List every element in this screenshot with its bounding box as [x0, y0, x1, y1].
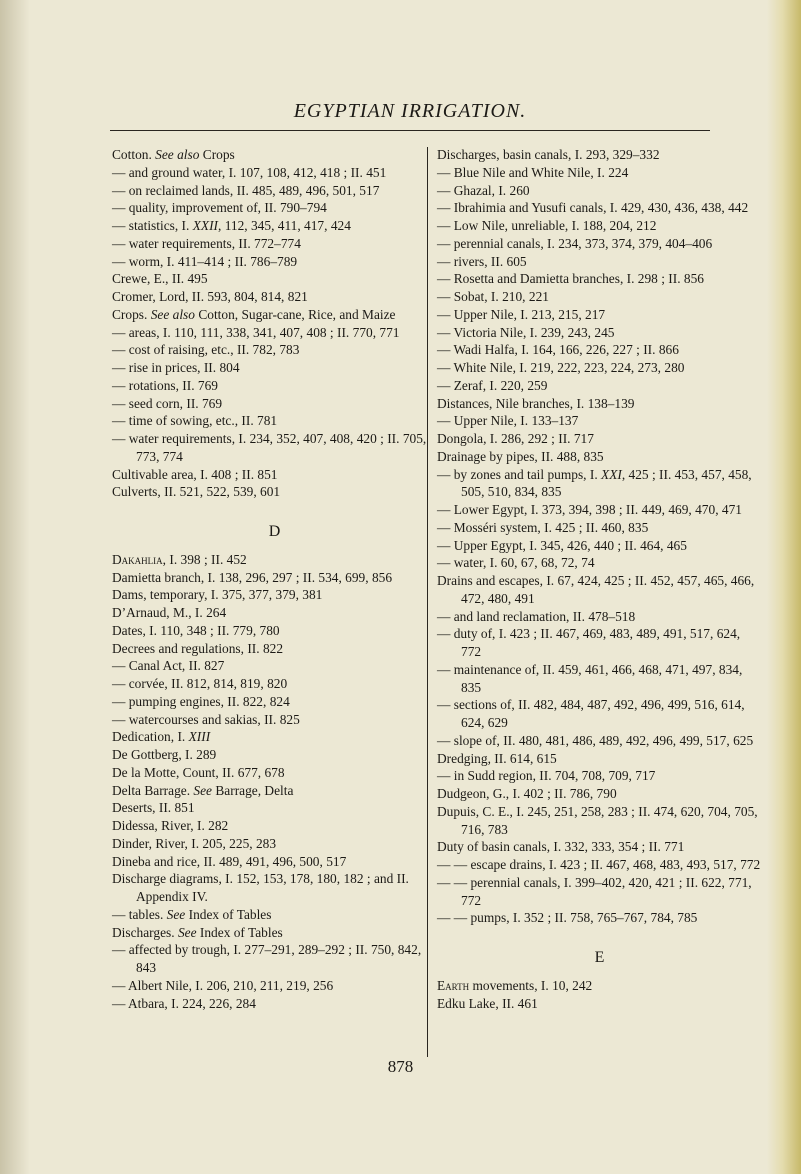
entry-text: Distances, Nile branches, I. 138–139	[437, 395, 635, 411]
entry-text: Cotton, Sugar-cane, Rice, and Maize	[194, 306, 396, 322]
entry-text: — Sobat, I. 210, 221	[437, 289, 549, 304]
index-entry	[437, 270, 762, 288]
index-entry	[112, 977, 437, 995]
index-entry	[437, 732, 762, 750]
entry-text: — Wadi Halfa, I. 164, 166, 226, 227 ; II. 866	[437, 342, 679, 358]
index-entry	[437, 803, 762, 839]
entry-italic: XXII	[192, 218, 218, 233]
entry-text: Culverts, II. 521, 522, 539, 601	[112, 484, 281, 500]
entry-text: — pumping engines, II. 822, 824	[112, 693, 290, 709]
entry-text: — perennial canals, I. 234, 373, 374, 379, 404–406	[437, 235, 713, 251]
index-entry	[437, 696, 762, 732]
entry-text: , 425 ; II. 453, 457, 458, 505, 510, 834, 835	[461, 466, 752, 500]
entry-text: Decrees and regulations, II. 822	[112, 640, 284, 656]
index-entry	[112, 924, 437, 942]
entry-text: — on reclaimed lands, II. 485, 489, 496, 501, 517	[112, 182, 380, 198]
index-entry	[112, 995, 437, 1013]
entry-text: — rotations, II. 769	[112, 377, 218, 393]
index-entry	[112, 395, 437, 413]
entry-text: — and land reclamation, II. 478–518	[437, 608, 636, 624]
entry-text: De la Motte, Count, II. 677, 678	[112, 764, 285, 780]
entry-text: Crewe, E., II. 495	[112, 271, 208, 287]
entry-text: Cultivable area, I. 408 ; II. 851	[112, 466, 278, 482]
entry-text: — time of sowing, etc., II. 781	[112, 413, 278, 429]
entry-text: — by zones and tail pumps, I.	[437, 466, 602, 482]
entry-text: Dams, temporary, I. 375, 377, 379, 381	[112, 587, 323, 603]
index-entry	[437, 324, 762, 342]
entry-text: Index of Tables	[185, 906, 272, 922]
entry-italic: XXI	[601, 466, 622, 482]
index-entry	[437, 767, 762, 785]
index-entry	[112, 288, 437, 306]
index-entry	[112, 853, 437, 871]
entry-text: — — escape drains, I. 423 ; II. 467, 468, 483, 493, 517, 772	[437, 857, 761, 872]
index-entry	[437, 217, 762, 235]
entry-italic: See also	[155, 147, 200, 162]
index-entry	[112, 569, 437, 587]
index-entry	[112, 622, 437, 640]
entry-text: Cotton.	[112, 147, 156, 162]
index-entry	[437, 608, 762, 626]
entry-text: Didessa, River, I. 282	[112, 818, 229, 833]
entry-text: — maintenance of, II. 459, 461, 466, 468, 471, 497, 834, 835	[437, 661, 743, 695]
index-entry	[112, 412, 437, 430]
index-entry	[112, 817, 437, 835]
index-entry	[112, 217, 437, 235]
section-letter	[112, 523, 437, 541]
index-entry	[112, 253, 437, 271]
entry-text: — Low Nile, unreliable, I. 188, 204, 212	[437, 218, 657, 233]
index-entry	[437, 466, 762, 502]
index-entry	[112, 359, 437, 377]
index-entry	[112, 199, 437, 217]
index-entry	[112, 870, 437, 906]
entry-text: — White Nile, I. 219, 222, 223, 224, 273, 280	[437, 360, 685, 375]
entry-text: — Victoria Nile, I. 239, 243, 245	[437, 324, 615, 340]
index-entry	[437, 412, 762, 430]
entry-text: — in Sudd region, II. 704, 708, 709, 717	[437, 768, 656, 784]
entry-text: — Upper Nile, I. 213, 215, 217	[437, 306, 606, 322]
entry-text: Dupuis, C. E., I. 245, 251, 258, 283 ; II. 474, 620, 704, 705, 716, 783	[437, 803, 758, 837]
entry-italic: See	[177, 924, 197, 940]
entry-text: — tables.	[112, 906, 167, 922]
index-entry	[112, 657, 437, 675]
entry-text: — — perennial canals, I. 399–402, 420, 421 ; II. 622, 771, 772	[437, 874, 752, 908]
index-entry	[437, 874, 762, 910]
entry-text: — water requirements, I. 234, 352, 407, 408, 420 ; II. 705, 773, 774	[112, 431, 427, 464]
entry-text: — rise in prices, II. 804	[112, 360, 240, 375]
entry-text: — Mosséri system, I. 425 ; II. 460, 835	[437, 519, 649, 535]
entry-italic: See	[193, 782, 213, 798]
index-entry	[112, 377, 437, 395]
entry-text: Delta Barrage.	[112, 782, 194, 798]
entry-italic: See	[166, 906, 186, 922]
entry-text: — — pumps, I. 352 ; II. 758, 765–767, 784, 785	[437, 910, 698, 926]
entry-text: — slope of, II. 480, 481, 486, 489, 492, 496, 499, 517, 625	[437, 732, 754, 748]
page-edge-left	[0, 0, 30, 1174]
entry-text: — Albert Nile, I. 206, 210, 211, 219, 256	[112, 977, 334, 993]
entry-text: Damietta branch, I. 138, 296, 297 ; II. 534, 699, 856	[112, 569, 393, 585]
entry-headword: Dakahlia	[112, 551, 163, 567]
index-entry	[112, 164, 437, 182]
index-entry	[112, 324, 437, 342]
entry-text: Dates, I. 110, 348 ; II. 779, 780	[112, 622, 280, 638]
index-entry	[437, 377, 762, 395]
entry-text: De Gottberg, I. 289	[112, 747, 217, 762]
index-entry	[112, 906, 437, 924]
entry-text: Discharges, basin canals, I. 293, 329–332	[437, 147, 660, 162]
index-entry	[437, 625, 762, 661]
entry-text: — quality, improvement of, II. 790–794	[112, 200, 327, 216]
entry-text: Crops.	[112, 306, 151, 322]
entry-text: Dedication, I.	[112, 729, 189, 745]
index-entry	[437, 856, 762, 874]
entry-text: — Lower Egypt, I. 373, 394, 398 ; II. 449, 469, 470, 471	[437, 502, 742, 517]
index-entry	[112, 466, 437, 484]
entry-text: Drainage by pipes, II. 488, 835	[437, 448, 604, 464]
running-head: EGYPTIAN IRRIGATION.	[293, 100, 527, 122]
section-letter	[437, 949, 762, 967]
index-entry	[112, 551, 437, 569]
index-entry	[437, 661, 762, 697]
entry-text: — duty of, I. 423 ; II. 467, 469, 483, 489, 491, 517, 624, 772	[437, 626, 741, 659]
index-entry	[112, 586, 437, 604]
index-entry	[437, 448, 762, 466]
entry-text: Edku Lake, II. 461	[437, 995, 538, 1011]
index-entry	[112, 941, 437, 977]
page-number: 878	[387, 1057, 414, 1076]
entry-text: — Rosetta and Damietta branches, I. 298 ; II. 856	[437, 271, 704, 287]
entry-text: — Blue Nile and White Nile, I. 224	[437, 164, 629, 180]
index-entry	[437, 995, 762, 1013]
index-entry	[112, 146, 437, 164]
index-entry	[437, 519, 762, 537]
entry-text: — Atbara, I. 224, 226, 284	[112, 995, 256, 1011]
entry-text: — rivers, II. 605	[437, 253, 527, 269]
entry-text: Dineba and rice, II. 489, 491, 496, 500, 517	[112, 853, 347, 869]
entry-text: — corvée, II. 812, 814, 819, 820	[112, 676, 288, 691]
index-entry	[437, 395, 762, 413]
entry-text: Dinder, River, I. 205, 225, 283	[112, 835, 277, 851]
entry-text: Dongola, I. 286, 292 ; II. 717	[437, 431, 594, 446]
index-entry	[437, 501, 762, 519]
index-entry	[112, 782, 437, 800]
entry-text: Duty of basin canals, I. 332, 333, 354 ; II. 771	[437, 839, 685, 855]
entry-text: Dudgeon, G., I. 402 ; II. 786, 790	[437, 786, 617, 801]
entry-text: — watercourses and sakias, II. 825	[112, 711, 300, 727]
entry-text: — cost of raising, etc., II. 782, 783	[112, 342, 300, 358]
index-entry	[112, 764, 437, 782]
index-entry	[112, 640, 437, 658]
index-entry	[112, 306, 437, 324]
index-entry	[437, 288, 762, 306]
index-entry	[112, 799, 437, 817]
index-entry	[437, 182, 762, 200]
entry-text: Dredging, II. 614, 615	[437, 750, 557, 766]
index-entry	[112, 270, 437, 288]
entry-text: — Ghazal, I. 260	[437, 182, 530, 198]
entry-text: Crops	[199, 147, 235, 162]
index-entry	[437, 306, 762, 324]
entry-text: Cromer, Lord, II. 593, 804, 814, 821	[112, 289, 308, 304]
index-entry	[112, 693, 437, 711]
page-edge-right	[767, 0, 801, 1174]
index-entry	[112, 182, 437, 200]
index-entry	[437, 909, 762, 927]
entry-text: — statistics, I.	[112, 218, 193, 233]
index-entry	[437, 146, 762, 164]
index-entry	[112, 746, 437, 764]
index-entry	[112, 835, 437, 853]
entry-text: Index of Tables	[196, 924, 283, 940]
index-entry	[437, 164, 762, 182]
index-entry	[437, 750, 762, 768]
index-entry	[112, 675, 437, 693]
entry-italic: See also	[150, 306, 195, 322]
index-entry	[437, 430, 762, 448]
index-entry	[112, 235, 437, 253]
index-entry	[437, 253, 762, 271]
index-entry	[437, 341, 762, 359]
index-entry	[112, 341, 437, 359]
entry-text: movements, I. 10, 242	[469, 977, 593, 993]
index-column-left	[112, 146, 437, 1012]
entry-text: — Canal Act, II. 827	[112, 658, 225, 674]
index-entry	[437, 235, 762, 253]
index-entry	[112, 604, 437, 622]
entry-text: — seed corn, II. 769	[112, 395, 223, 411]
entry-text: Discharges.	[112, 924, 178, 940]
index-column-right	[437, 146, 762, 1012]
entry-text: — Ibrahimia and Yusufi canals, I. 429, 430, 436, 438, 442	[437, 200, 749, 216]
section-letter-text: E	[594, 949, 605, 966]
index-entry	[437, 359, 762, 377]
entry-text: — water, I. 60, 67, 68, 72, 74	[437, 555, 595, 571]
entry-text: Deserts, II. 851	[112, 800, 195, 816]
index-entry	[112, 711, 437, 729]
entry-text: Barrage, Delta	[212, 782, 294, 798]
entry-text: , I. 398 ; II. 452	[162, 551, 247, 567]
entry-text: — Upper Nile, I. 133–137	[437, 413, 579, 429]
index-entry	[437, 199, 762, 217]
entry-text: — water requirements, II. 772–774	[112, 235, 301, 251]
entry-text: Drains and escapes, I. 67, 424, 425 ; II. 452, 457, 465, 466, 472, 480, 491	[437, 573, 755, 606]
entry-text: — Zeraf, I. 220, 259	[437, 377, 548, 393]
index-entry	[437, 785, 762, 803]
entry-text: , 112, 345, 411, 417, 424	[218, 218, 351, 233]
index-entry	[112, 483, 437, 501]
index-entry	[437, 572, 762, 608]
section-letter-text: D	[268, 523, 281, 540]
entry-text: — sections of, II. 482, 484, 487, 492, 496, 499, 516, 614, 624, 629	[437, 697, 745, 730]
index-entry	[437, 977, 762, 995]
index-entry	[437, 554, 762, 572]
index-entry	[112, 430, 437, 466]
index-entry	[437, 838, 762, 856]
entry-text: — worm, I. 411–414 ; II. 786–789	[112, 253, 298, 269]
entry-text: Discharge diagrams, I. 152, 153, 178, 180, 182 ; and II. Appendix IV.	[112, 871, 409, 904]
entry-text: — Upper Egypt, I. 345, 426, 440 ; II. 464, 465	[437, 537, 687, 553]
entry-headword: Earth	[437, 977, 470, 993]
entry-text: — and ground water, I. 107, 108, 412, 418 ; II. 451	[112, 164, 387, 180]
index-entry	[437, 537, 762, 555]
column-divider	[427, 147, 428, 1057]
entry-italic: XIII	[188, 729, 211, 745]
index-entry	[112, 728, 437, 746]
entry-text: — affected by trough, I. 277–291, 289–292 ; II. 750, 842, 843	[112, 942, 422, 975]
entry-text: — areas, I. 110, 111, 338, 341, 407, 408 ; II. 770, 771	[112, 324, 400, 340]
entry-text: D’Arnaud, M., I. 264	[112, 605, 227, 620]
header-rule	[110, 130, 710, 131]
